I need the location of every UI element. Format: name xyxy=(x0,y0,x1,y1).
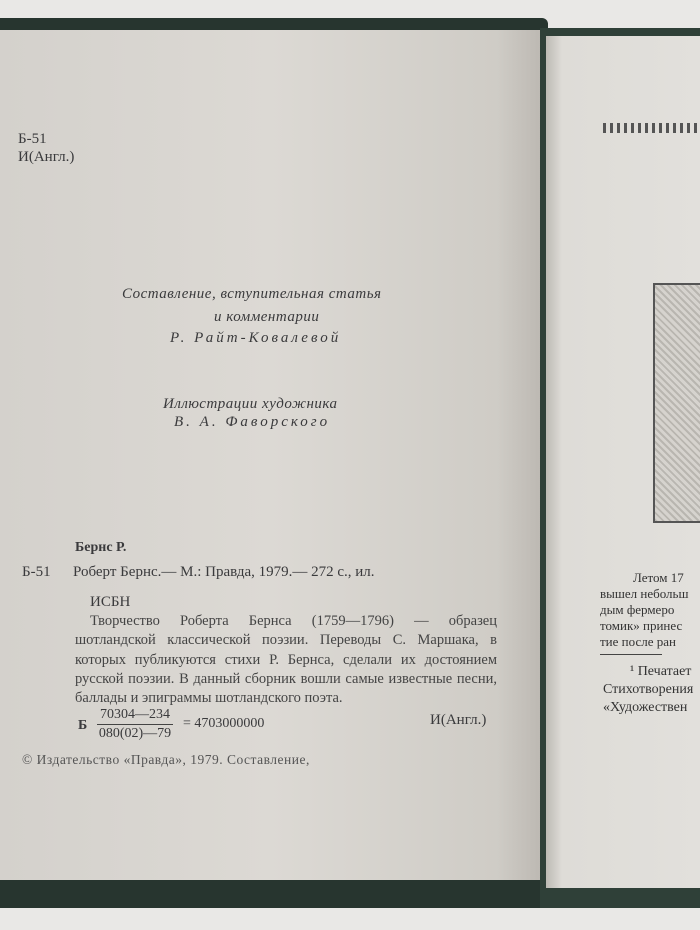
numerator: 70304—234 xyxy=(97,706,173,725)
fraction-letter: Б xyxy=(78,718,88,733)
illustration-engraving xyxy=(653,283,700,523)
footnote-rule xyxy=(600,654,662,655)
catalog-code: Б-51 xyxy=(22,564,51,580)
credits-line: Составление, вступительная статья xyxy=(122,286,382,302)
annotation: Творчество Роберта Бернса (1759—1796) — образец шотландской классической поэзии. Переводы С. Маршака, в которых публикуются стихи Р. Бернса, сделали их достоянием русской поэзии. В данный сборник вошли самые известные песни, баллады и эпиграммы шотландского поэта. xyxy=(75,613,497,707)
text-line: Летом 17 xyxy=(633,570,684,585)
catalog-class: И(Англ.) xyxy=(430,712,487,728)
isbn-label: ИСБН xyxy=(90,594,131,610)
credits-line: и комментарии xyxy=(214,309,320,325)
illustrator-name: В. А. Фаворского xyxy=(174,414,331,430)
denominator: 080(02)—79 xyxy=(98,726,172,741)
footnote-line: «Художествен xyxy=(603,700,688,715)
catalog-fraction xyxy=(97,706,173,743)
text-line: дым фермеро xyxy=(600,602,675,617)
library-class: И(Англ.) xyxy=(18,149,75,165)
text-line: томик» принес xyxy=(600,618,683,633)
copyright: © Издательство «Правда», 1979. Составление, xyxy=(22,752,310,767)
ornament-border xyxy=(603,123,700,133)
text-line: вышел небольш xyxy=(600,586,689,601)
text-line: тие после ран xyxy=(600,634,676,649)
footnote-line: Стихотворения xyxy=(603,682,694,697)
illustrator-line: Иллюстрации художника xyxy=(163,396,338,412)
footnote-line: ¹ Печатает xyxy=(630,664,692,679)
catalog-author: Бернс Р. xyxy=(75,540,127,555)
catalog-title: Роберт Бернс.— М.: Правда, 1979.— 272 с., ил. xyxy=(73,564,375,580)
index-number: = 4703000000 xyxy=(183,716,265,731)
library-code: Б-51 xyxy=(18,131,47,147)
compiler-name: Р. Райт-Ковалевой xyxy=(170,330,342,346)
